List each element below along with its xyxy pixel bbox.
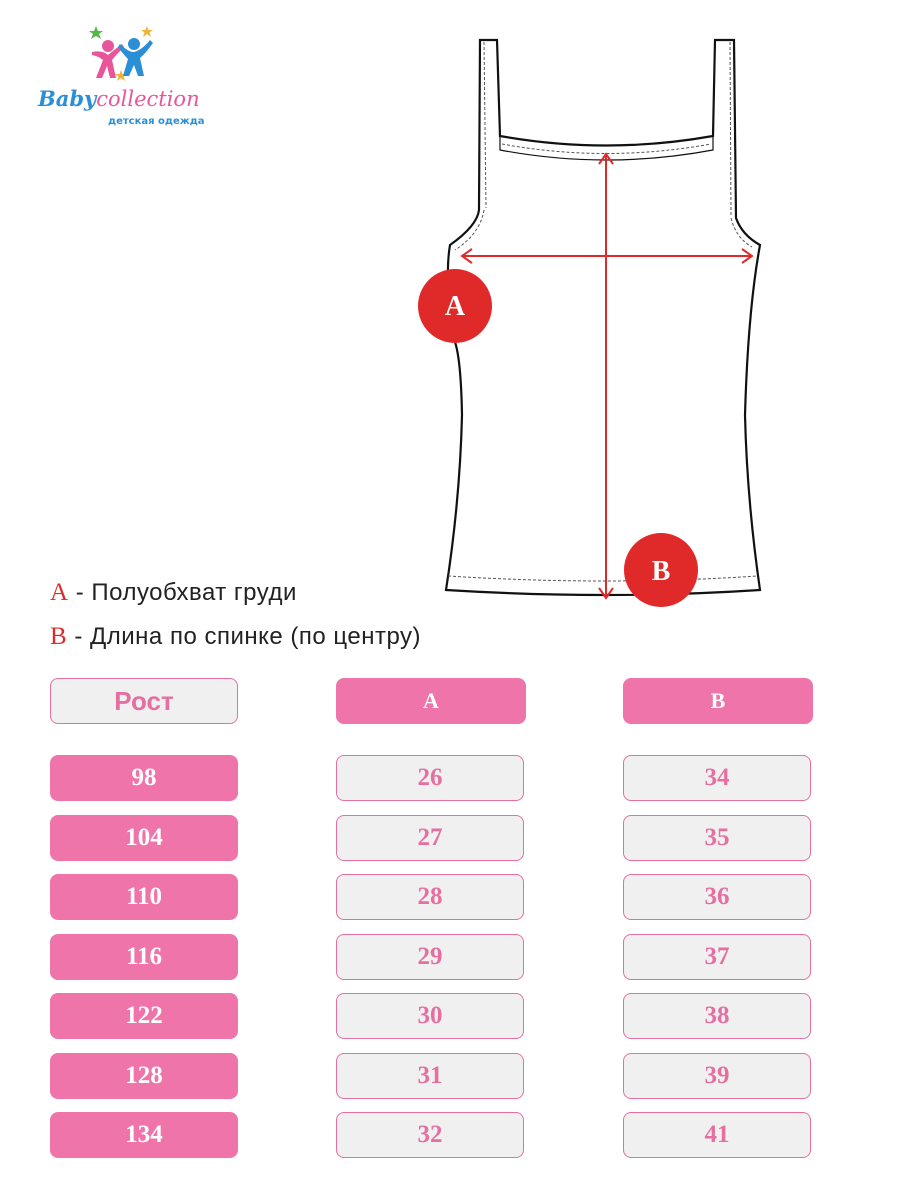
cell-b: 38 xyxy=(623,993,811,1039)
garment-outline xyxy=(446,40,760,595)
legend-item-a xyxy=(50,579,297,607)
cell-a: 31 xyxy=(336,1053,524,1099)
marker-b-label: B xyxy=(651,556,671,587)
cell-a: 30 xyxy=(336,993,524,1039)
cell-height: 98 xyxy=(50,755,238,801)
legend-item-b xyxy=(50,623,421,651)
legend-key: A xyxy=(50,579,69,606)
legend-text: - Длина по спинке (по центру) xyxy=(67,623,422,650)
brand-tagline: детская одежда xyxy=(108,116,205,127)
brand-logo xyxy=(30,22,210,132)
cell-a: 27 xyxy=(336,815,524,861)
legend-text: - Полуобхват груди xyxy=(68,579,297,606)
cell-height: 134 xyxy=(50,1112,238,1158)
cell-a: 26 xyxy=(336,755,524,801)
cell-height: 104 xyxy=(50,815,238,861)
cell-b: 41 xyxy=(623,1112,811,1158)
legend-key: B xyxy=(50,623,68,650)
cell-b: 34 xyxy=(623,755,811,801)
header-b: B xyxy=(623,678,813,724)
cell-b: 39 xyxy=(623,1053,811,1099)
brand-name: Babycollection xyxy=(38,86,200,111)
header-a: A xyxy=(336,678,526,724)
marker-a-label: A xyxy=(444,291,466,322)
cell-height: 110 xyxy=(50,874,238,920)
cell-b: 37 xyxy=(623,934,811,980)
logo-figures-icon xyxy=(30,22,210,92)
cell-height: 122 xyxy=(50,993,238,1039)
cell-b: 35 xyxy=(623,815,811,861)
header-height: Рост xyxy=(50,678,238,724)
garment-diagram xyxy=(400,30,800,610)
cell-height: 128 xyxy=(50,1053,238,1099)
cell-height: 116 xyxy=(50,934,238,980)
cell-a: 28 xyxy=(336,874,524,920)
cell-b: 36 xyxy=(623,874,811,920)
cell-a: 32 xyxy=(336,1112,524,1158)
cell-a: 29 xyxy=(336,934,524,980)
